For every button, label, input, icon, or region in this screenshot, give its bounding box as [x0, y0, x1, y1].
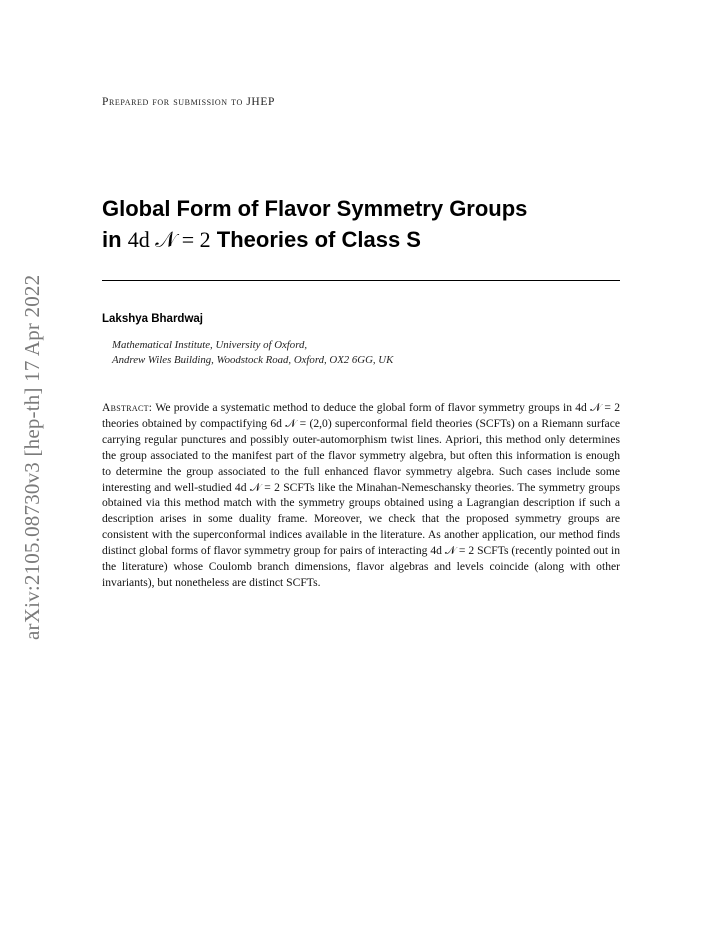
submission-note: Prepared for submission to JHEP — [102, 96, 275, 108]
title-line-2-prefix: in — [102, 227, 122, 252]
title-line-2 — [102, 224, 662, 255]
affiliation-line-2: Andrew Wiles Building, Woodstock Road, Oxford, OX2 6GG, UK — [112, 354, 394, 366]
paper-title — [102, 193, 662, 255]
abstract — [102, 400, 620, 591]
abstract-label: Abstract: — [102, 401, 153, 414]
abstract-text: We provide a systematic method to deduce the global form of flavor symmetry groups in 4d 𝒩 = 2 theories obtained by compactifying 6d 𝒩 = (2,0) superconformal field theories (SCFTs) on a Riemann surface carrying regular punctures and possibly outer-automorphism twist lines. Apriori, this method only determines the group associated to the manifest part of the flavor symmetry algebra, but often this information is enough to determine the group associated to the full enhanced flavor symmetry algebra. Such cases include some interesting and well-studied 4d 𝒩 = 2 SCFTs like the Minahan-Nemeschansky theories. The symmetry groups obtained via this method match with the symmetry groups obtained using a Lagrangian description if such a description arises in some duality frame. Moreover, we check that the proposed symmetry groups are consistent with the superconformal indices available in the literature. As another application, our method finds distinct global forms of flavor symmetry group for pairs of interacting 4d 𝒩 = 2 SCFTs (recently pointed out in the literature) whose Coulomb branch dimensions, flavor algebras and levels coincide (along with other invariants), but nonetheless are distinct SCFTs. — [102, 401, 620, 589]
title-line-2-suffix: Theories of Class S — [216, 227, 421, 252]
title-math: 4d 𝒩 = 2 — [127, 227, 211, 252]
title-line-1: Global Form of Flavor Symmetry Groups — [102, 196, 528, 221]
affiliation — [112, 338, 612, 368]
author-name: Lakshya Bhardwaj — [102, 313, 203, 325]
arxiv-identifier-stamp: arXiv:2105.08730v3 [hep-th] 17 Apr 2022 — [20, 274, 44, 640]
affiliation-line-1: Mathematical Institute, University of Oxford, — [112, 339, 308, 351]
title-divider — [102, 280, 620, 281]
